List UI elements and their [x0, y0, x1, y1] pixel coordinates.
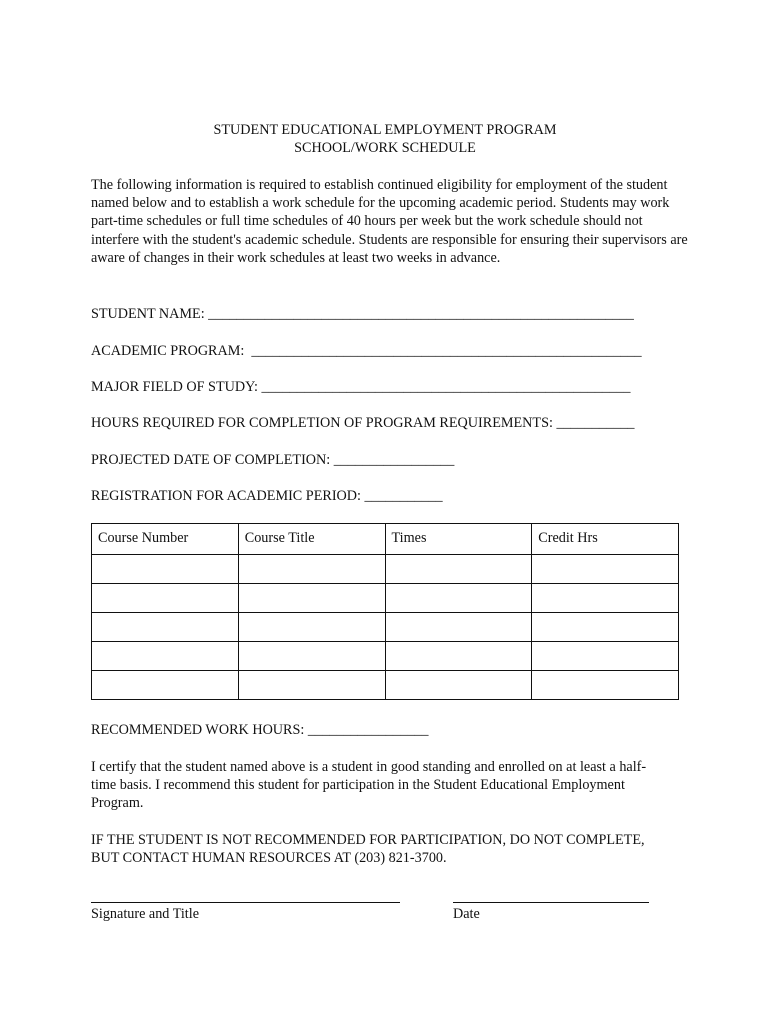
table-cell[interactable] — [238, 671, 385, 700]
major-field-of-study-field[interactable]: MAJOR FIELD OF STUDY: ____________________________________________________ — [91, 379, 631, 395]
table-cell[interactable] — [385, 613, 532, 642]
table-cell[interactable] — [385, 584, 532, 613]
academic-program-field[interactable]: ACADEMIC PROGRAM: _______________________________________________________ — [91, 343, 642, 359]
table-cell[interactable] — [92, 613, 239, 642]
table-row — [92, 555, 679, 584]
table-cell[interactable] — [238, 555, 385, 584]
table-cell[interactable] — [532, 642, 679, 671]
signature-line[interactable] — [91, 902, 400, 903]
date-line[interactable] — [453, 902, 649, 903]
table-cell[interactable] — [532, 584, 679, 613]
date-label: Date — [453, 906, 480, 922]
projected-date-field[interactable]: PROJECTED DATE OF COMPLETION: _________________ — [91, 452, 455, 468]
certification-statement: I certify that the student named above is a student in good standing and enrolled on at least a half-time basis. I recommend this student for participation in the Student Educational Employment Program. — [91, 759, 647, 812]
table-row — [92, 584, 679, 613]
table-header-row — [92, 524, 679, 555]
course-schedule-table — [91, 523, 679, 700]
table-cell[interactable] — [532, 671, 679, 700]
table-row — [92, 613, 679, 642]
table-cell[interactable] — [92, 584, 239, 613]
form-title: STUDENT EDUCATIONAL EMPLOYMENT PROGRAM — [213, 122, 557, 138]
table-cell[interactable] — [385, 555, 532, 584]
course-table-body — [92, 555, 679, 700]
intro-paragraph: The following information is required to establish continued eligibility for employment of the student named below and to establish a work schedule for the upcoming academic period. Students may work part-time schedules or full time schedules of 40 hours per week but the work schedule should not interfere with the student's academic schedule. Students are responsible for ensuring their supervisors are aware of changes in their work schedules at least two weeks in advance. — [91, 177, 688, 266]
column-header-course-title: Course Title — [238, 524, 385, 555]
table-cell[interactable] — [385, 642, 532, 671]
signature-label: Signature and Title — [91, 906, 199, 922]
hours-required-field[interactable]: HOURS REQUIRED FOR COMPLETION OF PROGRAM REQUIREMENTS: ___________ — [91, 415, 635, 431]
table-cell[interactable] — [532, 555, 679, 584]
table-row — [92, 671, 679, 700]
table-cell[interactable] — [385, 671, 532, 700]
table-cell[interactable] — [92, 671, 239, 700]
table-cell[interactable] — [238, 613, 385, 642]
student-name-field[interactable]: STUDENT NAME: ____________________________________________________________ — [91, 306, 634, 322]
table-cell[interactable] — [532, 613, 679, 642]
table-cell[interactable] — [238, 584, 385, 613]
column-header-times: Times — [385, 524, 532, 555]
table-row — [92, 642, 679, 671]
column-header-course-number: Course Number — [92, 524, 239, 555]
table-cell[interactable] — [238, 642, 385, 671]
registration-period-field[interactable]: REGISTRATION FOR ACADEMIC PERIOD: ___________ — [91, 488, 443, 504]
table-cell[interactable] — [92, 642, 239, 671]
not-recommended-notice: IF THE STUDENT IS NOT RECOMMENDED FOR PARTICIPATION, DO NOT COMPLETE, BUT CONTACT HUMAN RESOURCES AT (203) 821-3700. — [91, 832, 645, 867]
form-subtitle: SCHOOL/WORK SCHEDULE — [294, 140, 476, 156]
column-header-credit-hrs: Credit Hrs — [532, 524, 679, 555]
recommended-work-hours-field[interactable]: RECOMMENDED WORK HOURS: _________________ — [91, 722, 429, 738]
table-cell[interactable] — [92, 555, 239, 584]
